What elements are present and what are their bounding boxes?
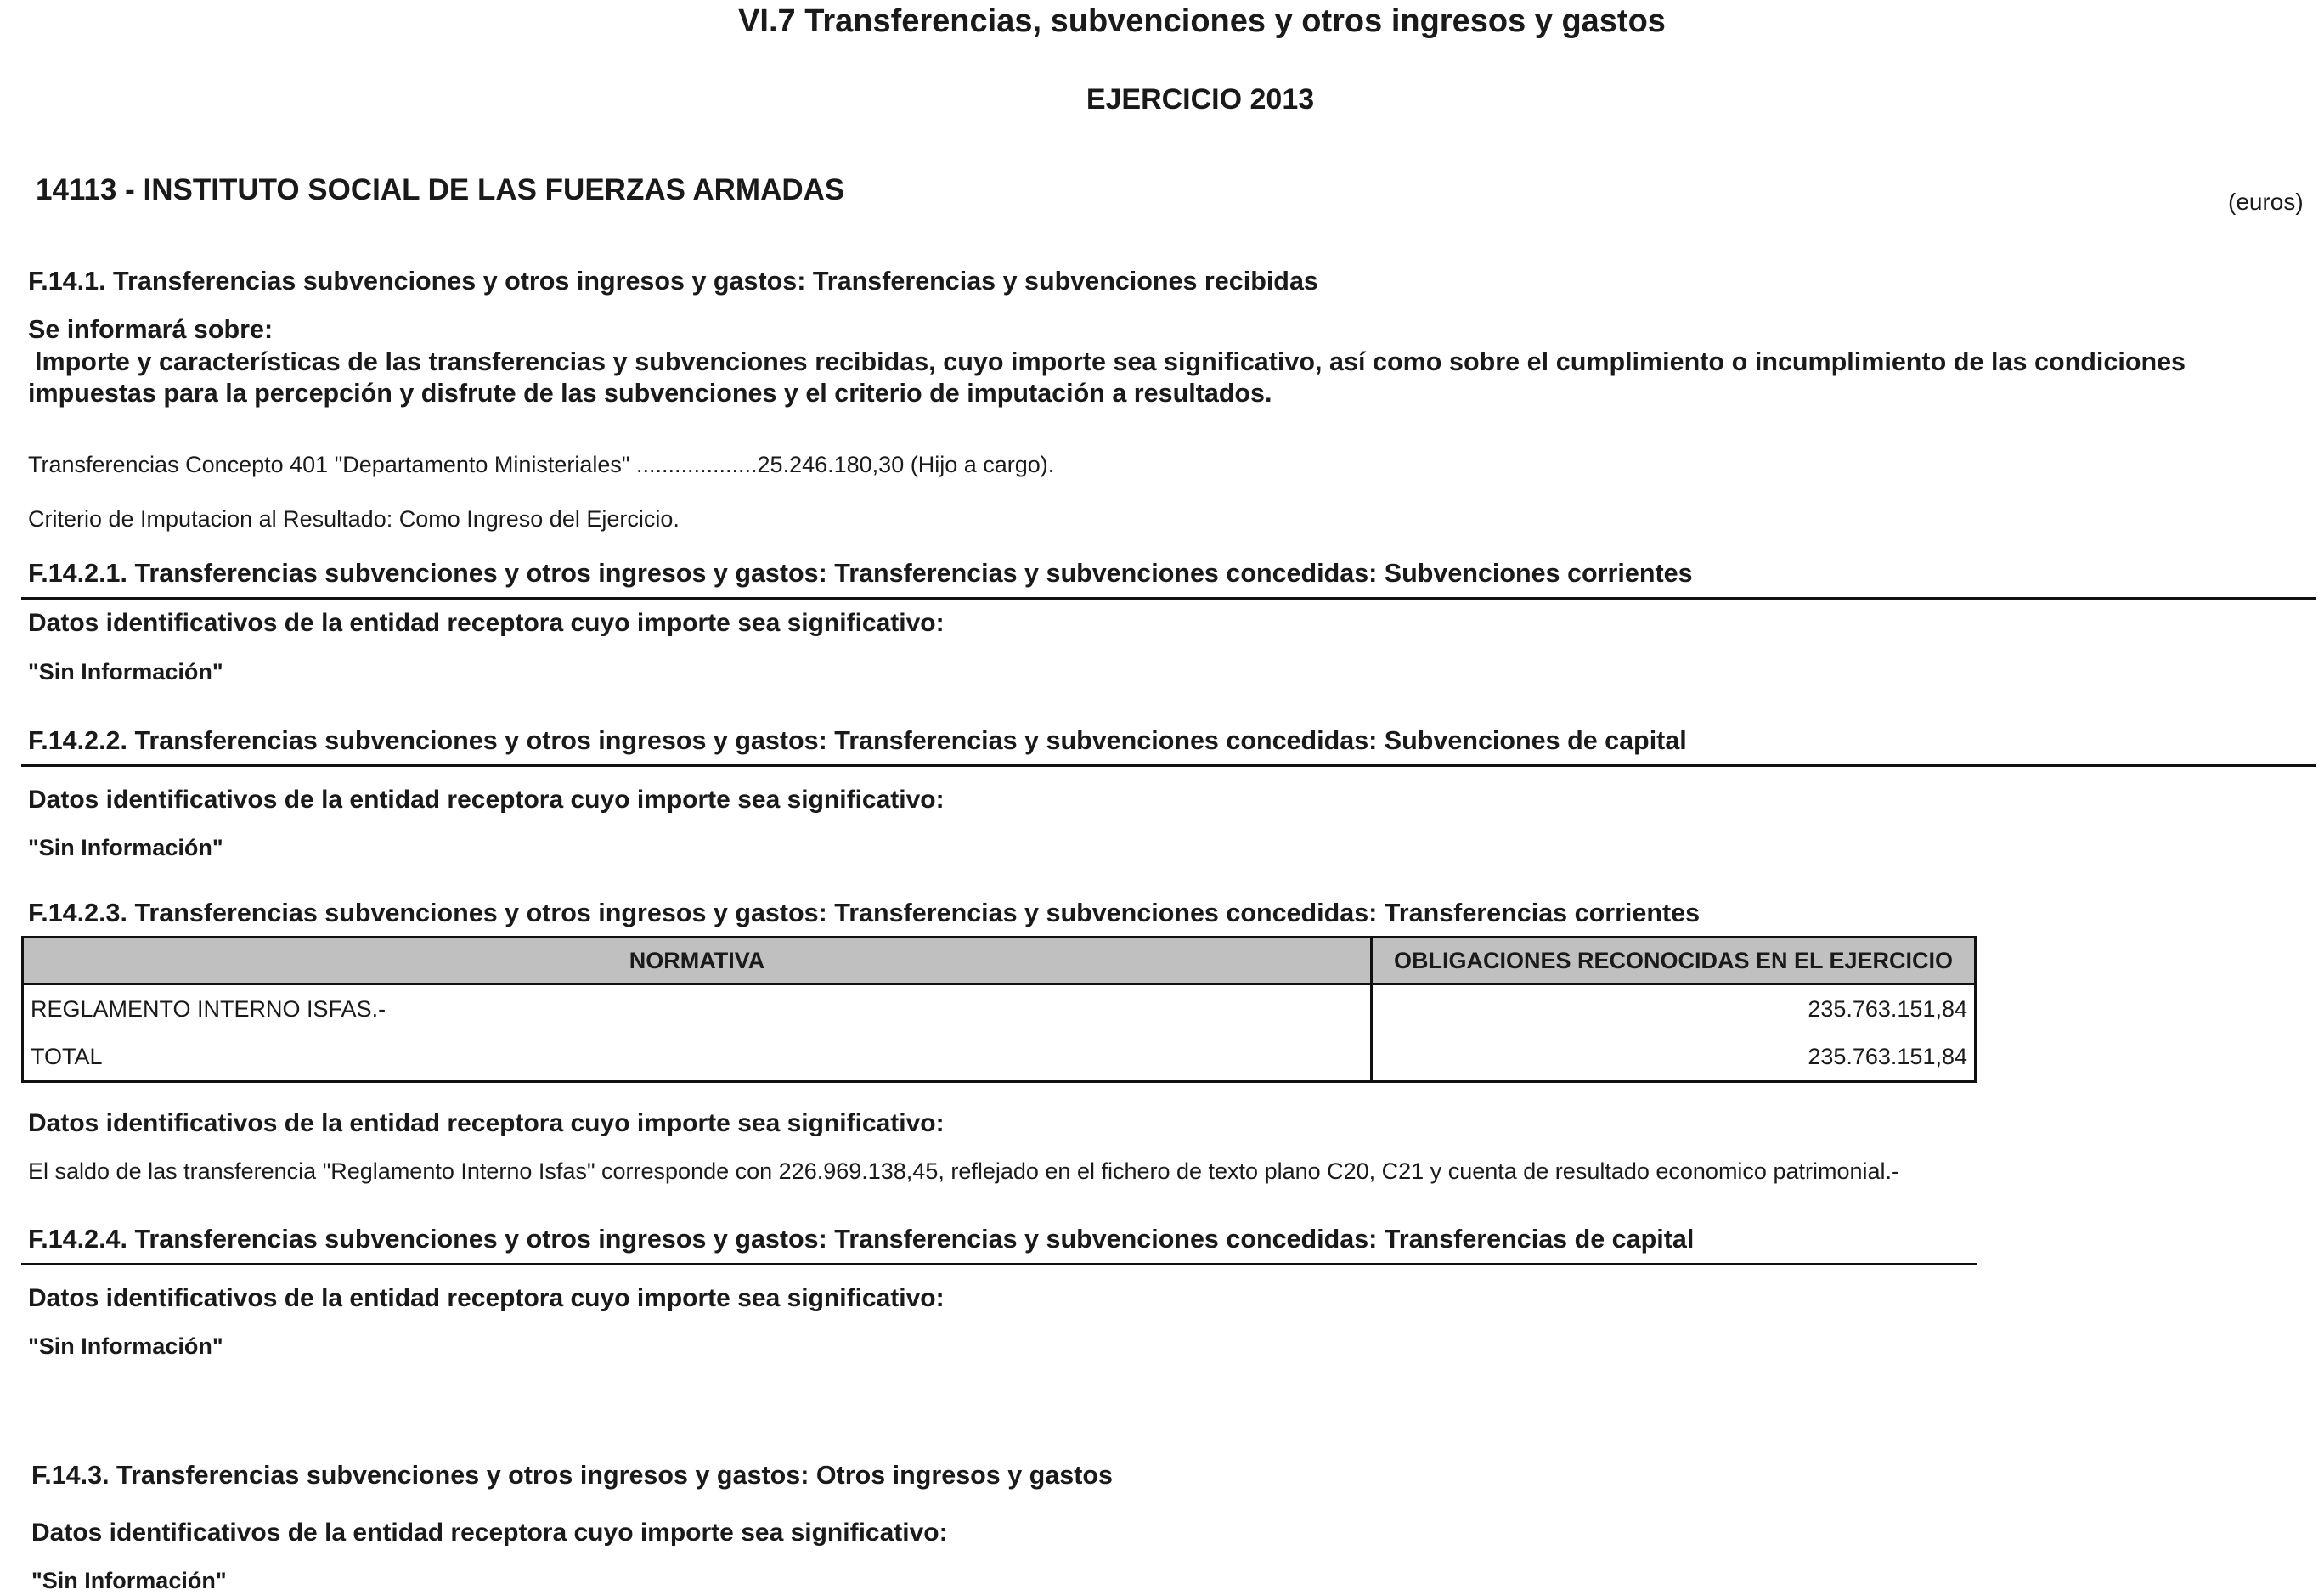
units-label: (euros) — [2228, 189, 2304, 215]
row-normativa: TOTAL — [23, 1033, 1372, 1082]
no-information-value: "Sin Información" — [31, 1568, 227, 1593]
exercise-year: EJERCICIO 2013 — [1086, 83, 1315, 116]
section-divider — [21, 597, 2316, 600]
no-information-value: "Sin Información" — [28, 659, 223, 685]
no-information-value: "Sin Información" — [28, 1333, 223, 1359]
balance-note: El saldo de las transferencia "Reglamento Interno Isfas" corresponde con 226.969.138,45, reflejado en el fichero de texto plano C20, C21 y cuenta de resultado economico patrimonial.- — [28, 1158, 1900, 1184]
no-information-value: "Sin Información" — [28, 835, 223, 860]
inform-text: Importe y características de las transferencias y subvenciones recibidas, cuyo importe sea significativo, así como sobre el cumplimiento o incumplimiento de las condiciones impuestas para la percepción y disfrute de las subvenciones y el criterio de imputación a resultados. — [28, 347, 2186, 408]
row-normativa: REGLAMENTO INTERNO ISFAS.- — [23, 984, 1372, 1034]
section-heading-14-3: F.14.3. Transferencias subvenciones y otros ingresos y gastos: Otros ingresos y gastos — [31, 1461, 1113, 1490]
section-divider — [21, 764, 2316, 767]
column-header-obligaciones: OBLIGACIONES RECONOCIDAS EN EL EJERCICIO — [1372, 938, 1976, 984]
inform-label: Se informará sobre: — [28, 315, 274, 344]
recipient-label: Datos identificativos de la entidad receptora cuyo importe sea significativo: — [28, 786, 945, 814]
imputation-criterion: Criterio de Imputacion al Resultado: Como Ingreso del Ejercicio. — [28, 506, 680, 532]
entity-name: 14113 - INSTITUTO SOCIAL DE LAS FUERZAS ARMADAS — [36, 173, 845, 206]
column-header-normativa: NORMATIVA — [23, 938, 1372, 984]
transfer-line: Transferencias Concepto 401 "Departamento Ministeriales" ...................25.246.180,30 (Hijo a cargo). — [28, 452, 1055, 477]
table-row — [23, 984, 1976, 1034]
table-row-total — [23, 1033, 1976, 1082]
section-heading-14-2-4: F.14.2.4. Transferencias subvenciones y otros ingresos y gastos: Transferencias y subvenciones concedidas: Transferencias de capital — [28, 1225, 1695, 1254]
table-header-row — [23, 938, 1976, 984]
recipient-label: Datos identificativos de la entidad receptora cuyo importe sea significativo: — [28, 1109, 945, 1137]
section-heading-14-2-1: F.14.2.1. Transferencias subvenciones y otros ingresos y gastos: Transferencias y subvenciones concedidas: Subvenciones corrientes — [28, 559, 1693, 588]
section-heading-14-2-2: F.14.2.2. Transferencias subvenciones y otros ingresos y gastos: Transferencias y subvenciones concedidas: Subvenciones de capital — [28, 726, 1687, 755]
row-amount: 235.763.151,84 — [1372, 984, 1976, 1034]
section-heading-14-2-3: F.14.2.3. Transferencias subvenciones y otros ingresos y gastos: Transferencias y subvenciones concedidas: Transferencias corrientes — [28, 899, 1701, 927]
page-title: VI.7 Transferencias, subvenciones y otros ingresos y gastos — [738, 3, 1666, 39]
row-amount: 235.763.151,84 — [1372, 1033, 1976, 1082]
section-divider — [21, 1263, 1977, 1265]
recipient-label: Datos identificativos de la entidad receptora cuyo importe sea significativo: — [28, 1284, 945, 1312]
recipient-label: Datos identificativos de la entidad receptora cuyo importe sea significativo: — [31, 1519, 948, 1547]
section-heading-14-1: F.14.1. Transferencias subvenciones y otros ingresos y gastos: Transferencias y subvenciones recibidas — [28, 267, 1318, 296]
transfers-table — [21, 936, 1977, 1083]
recipient-label: Datos identificativos de la entidad receptora cuyo importe sea significativo: — [28, 609, 945, 637]
